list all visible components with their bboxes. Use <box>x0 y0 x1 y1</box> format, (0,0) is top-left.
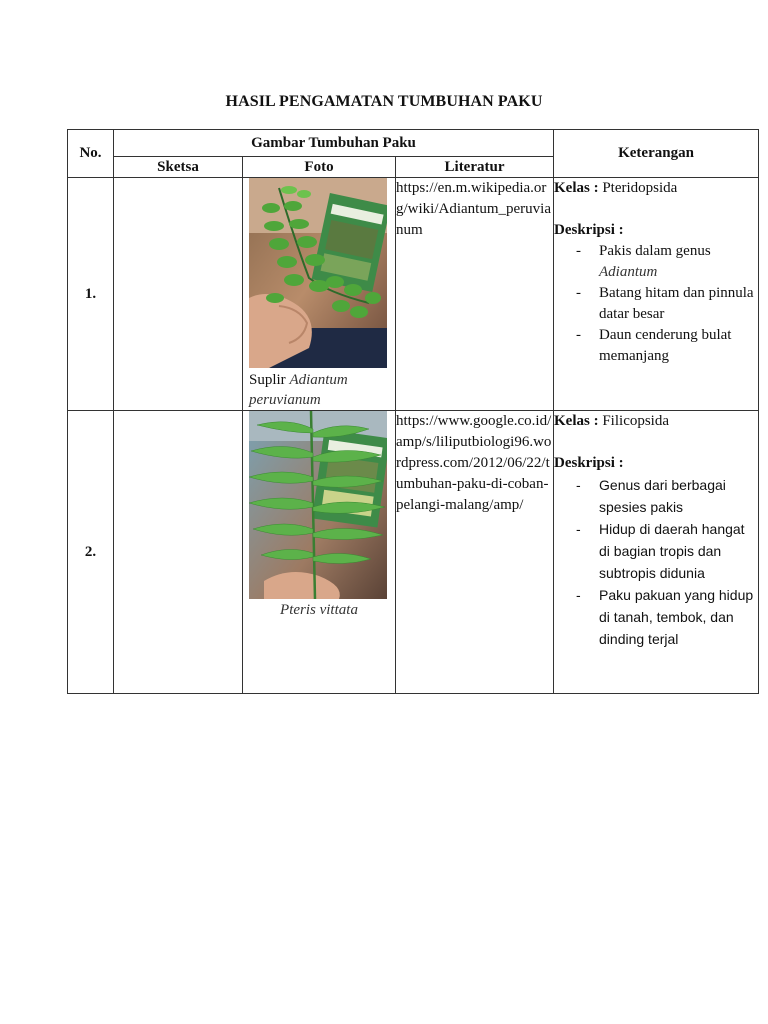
kelas-value: Pteridopsida <box>602 180 678 196</box>
photo-caption: Suplir Adiantum peruvianum <box>249 372 348 408</box>
header-gambar: Gambar Tumbuhan Paku <box>114 130 554 157</box>
photo-caption: Pteris vittata <box>280 602 358 618</box>
header-keterangan: Keterangan <box>554 130 759 178</box>
fern-photo-adiantum <box>249 178 387 368</box>
row-number: 1. <box>68 178 114 411</box>
sketch-cell <box>114 178 243 411</box>
deskripsi-label: Deskripsi : <box>554 222 624 238</box>
description-list <box>554 474 758 650</box>
photo-cell <box>243 411 396 694</box>
list-item: - Hidup di daerah hangat di bagian tropis dan subtropis didunia <box>576 518 758 584</box>
header-sketsa: Sketsa <box>114 157 243 178</box>
observation-table <box>67 129 759 694</box>
literature-link[interactable]: https://en.m.wikipedia.org/wiki/Adiantum_peruvianum <box>396 178 554 411</box>
table-row <box>68 178 759 411</box>
kelas-value: Filicopsida <box>602 413 670 429</box>
fern-photo-pteris <box>249 411 387 599</box>
deskripsi-label: Deskripsi : <box>554 455 624 471</box>
description-cell: Kelas : Filicopsida Deskripsi : - Genus dari berbagai spesies pakis - Hidup di daerah hangat di bagian tropis dan subtropis didunia - Paku pakuan yang hidup di tanah, tembok, dan dinding terjal <box>554 411 759 694</box>
row-number: 2. <box>68 411 114 694</box>
list-item: - Pakis dalam genus Adiantum <box>576 241 758 283</box>
page-title: HASIL PENGAMATAN TUMBUHAN PAKU <box>225 93 543 110</box>
photo-cell <box>243 178 396 411</box>
list-item: - Paku pakuan yang hidup di tanah, tembok, dan dinding terjal <box>576 584 758 650</box>
header-row-1 <box>68 130 759 157</box>
sketch-cell <box>114 411 243 694</box>
table-row <box>68 411 759 694</box>
list-item: - Daun cenderung bulat memanjang <box>576 325 758 367</box>
list-item: - Batang hitam dan pinnula datar besar <box>576 283 758 325</box>
header-no: No. <box>68 130 114 178</box>
literature-link[interactable]: https://www.google.co.id/amp/s/liliputbiologi96.wordpress.com/2012/06/22/tumbuhan-paku-di-coban-pelangi-malang/amp/ <box>396 411 554 694</box>
list-item: - Genus dari berbagai spesies pakis <box>576 474 758 518</box>
header-foto: Foto <box>243 157 396 178</box>
description-list <box>554 241 758 367</box>
header-literatur: Literatur <box>396 157 554 178</box>
description-cell: Kelas : Pteridopsida Deskripsi : - Pakis dalam genus Adiantum - Batang hitam dan pinnula datar besar - Daun cenderung bulat memanjang <box>554 178 759 411</box>
